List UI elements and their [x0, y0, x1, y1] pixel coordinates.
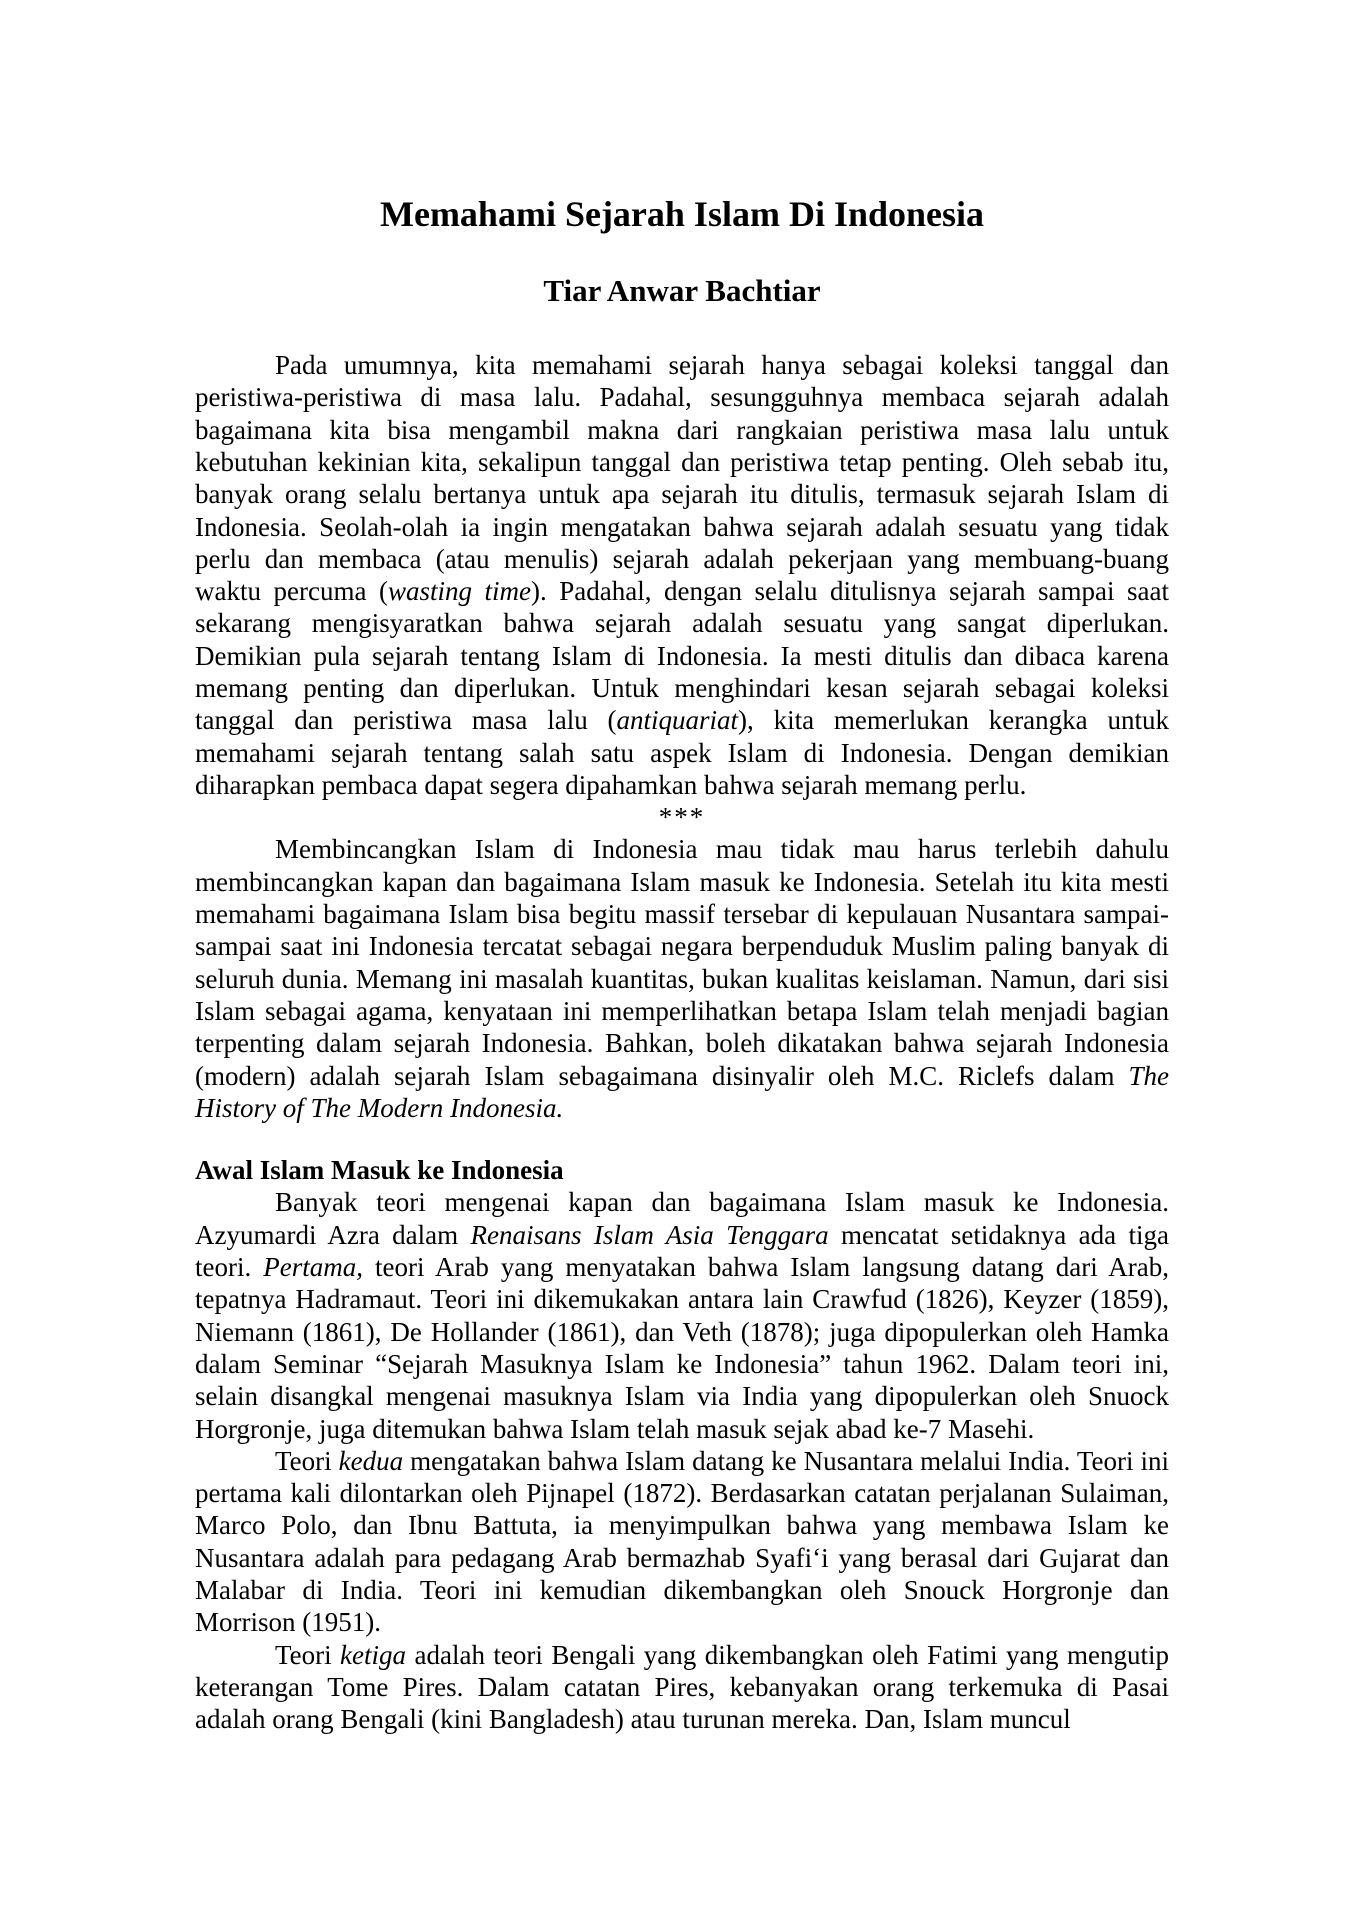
paragraph [195, 1186, 1169, 1444]
section-heading: Awal Islam Masuk ke Indonesia [195, 1155, 564, 1186]
italic-text-run: Renaisans Islam Asia Tenggara [470, 1219, 829, 1250]
text-run: mencatat setidaknya ada tiga teori. [195, 1219, 1169, 1283]
text-run: mengatakan bahwa Islam datang ke Nusantara melalui India. Teori ini pertama kali dilontarkan oleh Pijnapel (1872). Berdasarkan catatan perjalanan Sulaiman, Marco Polo, dan Ibnu Battuta, ia menyimpulkan bahwa yang membawa Islam ke Nusantara adalah para pedagang Arab bermazhab Syafi‘i yang berasal dari Gujarat dan Malabar di India. Teori ini kemudian dikembangkan oleh Snouck Horgronje dan Morrison (1951). [195, 1445, 1169, 1638]
section-separator: *** [658, 802, 706, 833]
text-run: Banyak teori mengenai kapan dan bagaimana Islam masuk ke Indonesia. Azyumardi Azra dalam [195, 1187, 1169, 1250]
paragraph [195, 1445, 1169, 1639]
text-run: Teori [275, 1445, 339, 1476]
text-run: Pada umumnya, kita memahami sejarah hanya sebagai koleksi tanggal dan peristiwa-peristiwa di masa lalu. Padahal, sesungguhnya membaca sejarah adalah bagaimana kita bisa mengambil makna dari rangkaian peristiwa masa lalu untuk kebutuhan kekinian kita, sekalipun tanggal dan peristiwa tetap penting. Oleh sebab itu, banyak orang selalu bertanya untuk apa sejarah itu ditulis, termasuk sejarah Islam di Indonesia. Seolah-olah ia ingin mengatakan bahwa sejarah adalah sesuatu yang tidak perlu dan membaca (atau menulis) sejarah adalah pekerjaan yang membuang-buang waktu percuma ( [195, 350, 1169, 607]
italic-text-run: ketiga [340, 1639, 407, 1670]
italic-text-run: wasting time [387, 576, 532, 607]
page-title: Memahami Sejarah Islam Di Indonesia [379, 194, 985, 234]
text-run: Teori [275, 1639, 341, 1670]
italic-text-run: kedua [338, 1445, 404, 1476]
text-run: ), kita memerlukan kerangka untuk memahami sejarah tentang salah satu aspek Islam di Indonesia. Dengan demikian diharapkan pembaca dapat segera dipahamkan bahwa sejarah memang perlu. [195, 705, 1169, 800]
italic-text-run: The History of The Modern Indonesia. [195, 1060, 1169, 1123]
italic-text-run: Pertama, [263, 1252, 363, 1283]
paragraph [195, 833, 1169, 1124]
text-run: ). Padahal, dengan selalu ditulisnya sejarah sampai saat sekarang mengisyaratkan bahwa sejarah adalah sesuatu yang sangat diperlukan. Demikian pula sejarah tentang Islam di Indonesia. Ia mesti ditulis dan dibaca karena memang penting dan diperlukan. Untuk menghindari kesan sejarah sebagai koleksi tanggal dan peristiwa masa lalu ( [195, 576, 1170, 736]
text-run: Membincangkan Islam di Indonesia mau tidak mau harus terlebih dahulu membincangkan kapan dan bagaimana Islam masuk ke Indonesia. Setelah itu kita mesti memahami bagaimana Islam bisa begitu massif tersebar di kepulauan Nusantara sampai-sampai saat ini Indonesia tercatat sebagai negara berpenduduk Muslim paling banyak di seluruh dunia. Memang ini masalah kuantitas, bukan kualitas keislaman. Namun, dari sisi Islam sebagai agama, kenyataan ini memperlihatkan betapa Islam telah menjadi bagian terpenting dalam sejarah Indonesia. Bahkan, boleh dikatakan bahwa sejarah Indonesia (modern) adalah sejarah Islam sebagaimana disinyalir oleh M.C. Riclefs dalam [195, 834, 1169, 1091]
text-run: teori Arab yang menyatakan bahwa Islam langsung datang dari Arab, tepatnya Hadramaut. Teori ini dikemukakan antara lain Crawfud (1826), Keyzer (1859), Niemann (1861), De Hollander (1861), dan Veth (1878); juga dipopulerkan oleh Hamka dalam Seminar “Sejarah Masuknya Islam ke Indonesia” tahun 1962. Dalam teori ini, selain disangkal mengenai masuknya Islam via India yang dipopulerkan oleh Snuock Horgronje, juga ditemukan bahwa Islam telah masuk sejak abad ke-7 Masehi. [195, 1252, 1169, 1444]
paragraph [195, 349, 1169, 801]
author-name: Tiar Anwar Bachtiar [543, 273, 821, 309]
text-run: adalah teori Bengali yang dikembangkan oleh Fatimi yang mengutip keterangan Tome Pires. Dalam catatan Pires, kebanyakan orang terkemuka di Pasai adalah orang Bengali (kini Bangladesh) atau turunan mereka. Dan, Islam muncul [195, 1639, 1169, 1735]
paragraph [195, 1639, 1169, 1736]
italic-text-run: antiquariat [616, 705, 739, 736]
document-body [195, 349, 1169, 1735]
